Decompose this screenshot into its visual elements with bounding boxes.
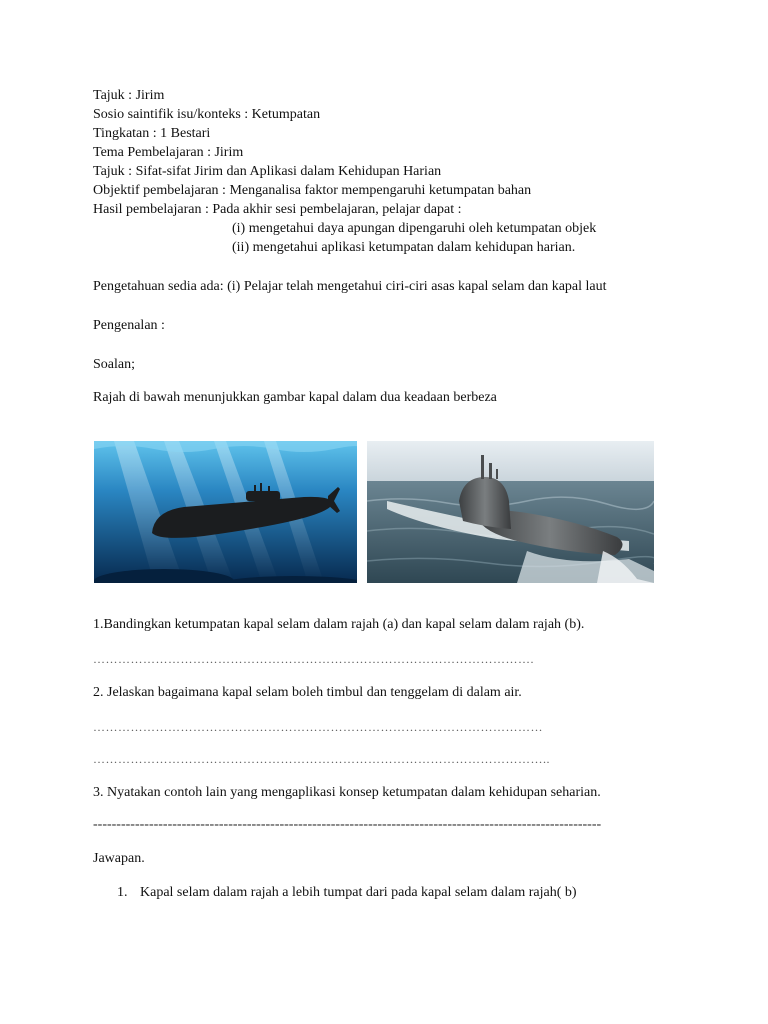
question-3: 3. Nyatakan contoh lain yang mengaplikasi konsep ketumpatan dalam kehidupan seharian. bbox=[93, 785, 601, 800]
objektif-line: Objektif pembelajaran : Menganalisa faktor mempengaruhi ketumpatan bahan bbox=[93, 183, 532, 198]
tajuk2-line: Tajuk : Sifat-sifat Jirim dan Aplikasi dalam Kehidupan Harian bbox=[93, 164, 442, 179]
submarine-underwater-image bbox=[94, 441, 357, 583]
question-2: 2. Jelaskan bagaimana kapal selam boleh timbul dan tenggelam di dalam air. bbox=[93, 685, 522, 700]
answer-line-2a[interactable]: ……………………………………………………………………………………………… bbox=[93, 720, 543, 734]
submarine-underwater-icon bbox=[94, 441, 357, 583]
hasil-item-1: (i) mengetahui daya apungan dipengaruhi oleh ketumpatan objek bbox=[232, 221, 597, 236]
rajah-intro: Rajah di bawah menunjukkan gambar kapal dalam dua keadaan berbeza bbox=[93, 390, 497, 405]
jawapan-item-number: 1. bbox=[117, 885, 128, 900]
jawapan-item-text: Kapal selam dalam rajah a lebih tumpat dari pada kapal selam dalam rajah( b) bbox=[140, 885, 577, 900]
pengetahuan-line: Pengetahuan sedia ada: (i) Pelajar telah mengetahui ciri-ciri asas kapal selam dan kapal laut bbox=[93, 279, 607, 294]
sosio-line: Sosio saintifik isu/konteks : Ketumpatan bbox=[93, 107, 321, 122]
hasil-item-2: (ii) mengetahui aplikasi ketumpatan dalam kehidupan harian. bbox=[232, 240, 576, 255]
hasil-line: Hasil pembelajaran : Pada akhir sesi pembelajaran, pelajar dapat : bbox=[93, 202, 462, 217]
tingkatan-line: Tingkatan : 1 Bestari bbox=[93, 126, 211, 141]
answer-line-1[interactable]: ……………………………………………………………………………………………. bbox=[93, 652, 534, 666]
soalan-label: Soalan; bbox=[93, 357, 135, 372]
question-1: 1.Bandingkan ketumpatan kapal selam dalam rajah (a) dan kapal selam dalam rajah (b). bbox=[93, 617, 585, 632]
answer-line-2b[interactable]: ……………………………………………………………………………………………….. bbox=[93, 752, 550, 766]
tema-line: Tema Pembelajaran : Jirim bbox=[93, 145, 244, 160]
jawapan-label: Jawapan. bbox=[93, 851, 145, 866]
tajuk-line: Tajuk : Jirim bbox=[93, 88, 165, 103]
submarine-surfaced-image bbox=[367, 441, 654, 583]
pengenalan-label: Pengenalan : bbox=[93, 318, 165, 333]
answer-line-3[interactable]: ------------------------------------------------------------------------------------------------------------- bbox=[93, 817, 602, 832]
submarine-surfaced-icon bbox=[367, 441, 654, 583]
